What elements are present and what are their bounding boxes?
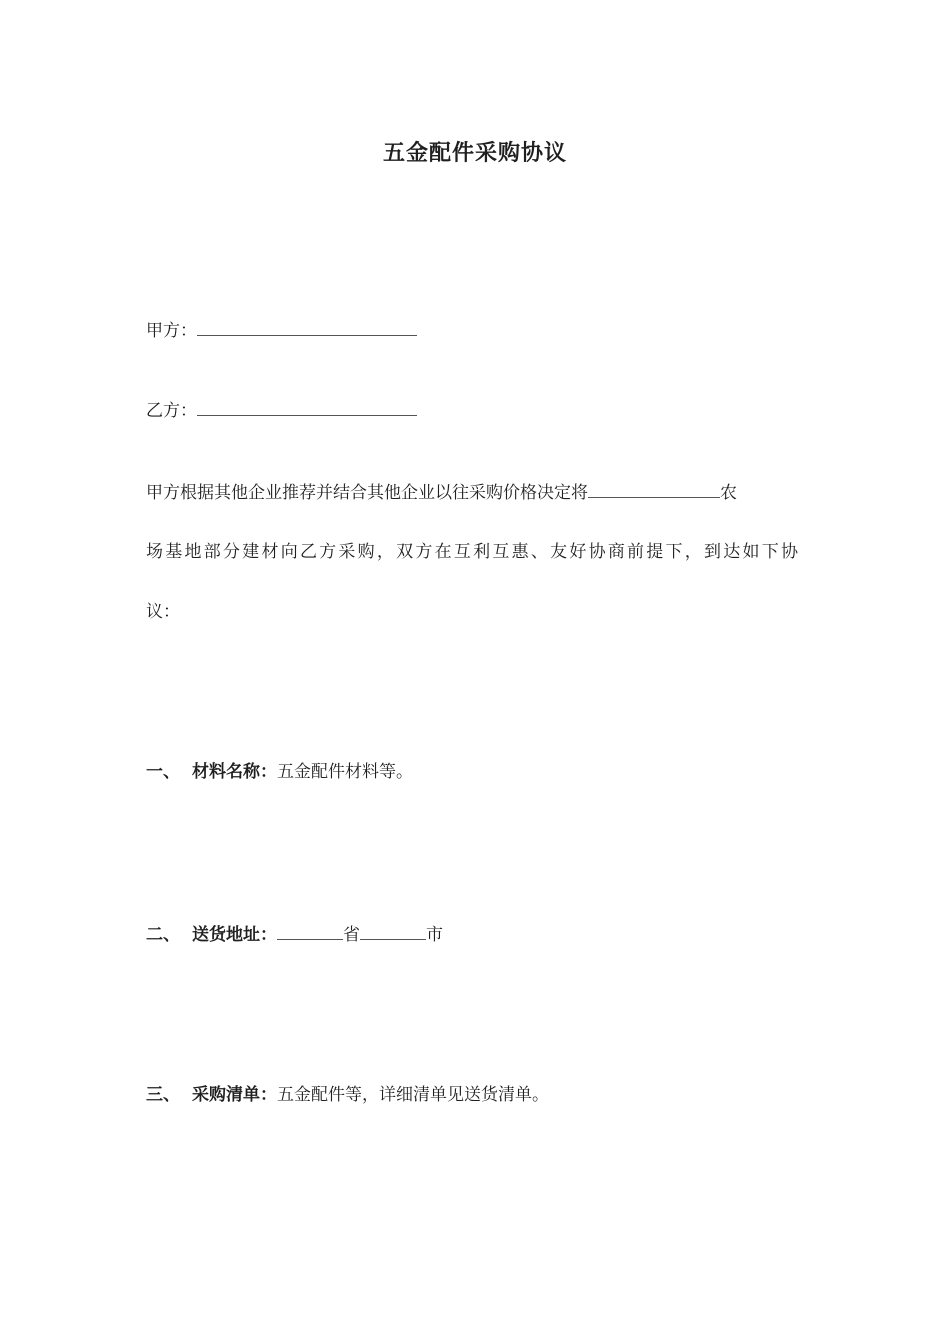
section-2-label: 送货地址： (192, 925, 277, 945)
section-1 (146, 760, 413, 784)
section-3-number: 三、 (146, 1085, 180, 1105)
party-a-label: 甲方： (146, 321, 197, 341)
party-a-blank (197, 318, 417, 336)
intro-line-1-prefix: 甲方根据其他企业推荐并结合其他企业以往采购价格决定将 (146, 483, 588, 503)
party-b-label: 乙方： (146, 401, 197, 421)
document-title: 五金配件采购协议 (382, 140, 567, 166)
section-3-text: 五金配件等，详细清单见送货清单。 (277, 1085, 549, 1105)
party-b-blank (197, 398, 417, 416)
intro-line-2: 场基地部分建材向乙方采购，双方在互利互惠、友好协商前提下，到达如下协 (146, 542, 798, 562)
party-a-line (146, 318, 417, 343)
section-1-text: 五金配件材料等。 (277, 762, 413, 782)
section-3 (146, 1083, 549, 1107)
section-2 (146, 922, 443, 947)
party-b-line (146, 398, 417, 423)
section-2-number: 二、 (146, 925, 180, 945)
province-label: 省 (343, 925, 360, 945)
intro-line-1-suffix: 农 (720, 483, 737, 503)
intro-line-1 (146, 480, 737, 505)
city-label: 市 (426, 925, 443, 945)
farm-name-blank (588, 480, 720, 498)
city-blank (360, 922, 426, 940)
intro-line-3: 议： (146, 602, 180, 622)
section-1-label: 材料名称： (192, 762, 277, 782)
section-3-label: 采购清单： (192, 1085, 277, 1105)
section-1-number: 一、 (146, 762, 180, 782)
province-blank (277, 922, 343, 940)
